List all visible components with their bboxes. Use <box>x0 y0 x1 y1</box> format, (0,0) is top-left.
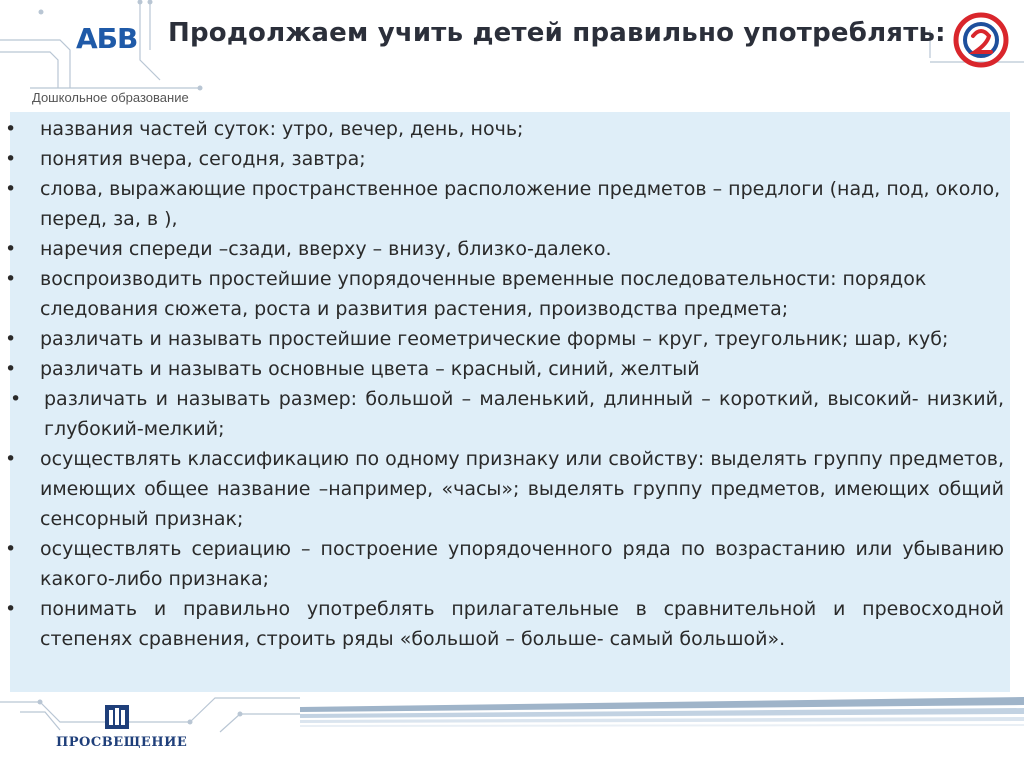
list-item-text: понятия вчера, сегодня, завтра; <box>40 148 366 170</box>
bullet-list <box>0 114 1010 654</box>
page-title: Продолжаем учить детей правильно употреблять: <box>168 18 946 48</box>
list-item <box>0 384 1010 444</box>
brand-subtitle: Дошкольное образование <box>32 90 189 105</box>
bullet-marker: • <box>5 118 17 140</box>
list-item-text: названия частей суток: утро, вечер, день, ночь; <box>40 118 524 140</box>
list-item <box>0 354 1010 384</box>
list-item <box>0 594 1010 654</box>
list-item-text: воспроизводить простейшие упорядоченные временные последовательности: порядок следования сюжета, роста и развития растения, производства предмета; <box>40 268 927 320</box>
list-item-text: осуществлять сериацию – построение упорядоченного ряда по возрастанию или убыванию какого-либо признака; <box>40 538 1004 590</box>
publisher-logo-icon <box>104 704 130 730</box>
brand-logo: АБВ <box>76 22 138 55</box>
list-item <box>0 234 1010 264</box>
list-item-text: различать и называть основные цвета – красный, синий, желтый <box>40 358 700 380</box>
list-item <box>0 444 1010 534</box>
list-item-text: осуществлять классификацию по одному признаку или свойству: выделять группу предметов, имеющих общее название –например, «часы»; выделять группу предметов, имеющих общий сенсорный признак; <box>40 448 1004 530</box>
list-item-text: слова, выражающие пространственное расположение предметов – предлоги (над, под, около, перед, за, в ), <box>40 178 1001 230</box>
bullet-marker: • <box>5 148 17 170</box>
list-item-text: различать и называть размер: большой – маленький, длинный – короткий, высокий- низкий, глубокий-мелкий; <box>44 388 1004 440</box>
publisher-name: ПРОСВЕЩЕНИЕ <box>56 735 188 750</box>
bullet-marker: • <box>5 328 17 350</box>
list-item <box>0 534 1010 594</box>
list-item <box>0 324 1010 354</box>
bullet-marker: • <box>5 178 17 200</box>
list-item <box>0 174 1010 234</box>
bullet-marker: • <box>5 448 17 470</box>
list-item <box>0 264 1010 324</box>
bullet-marker: • <box>5 538 17 560</box>
bullet-marker: • <box>5 238 17 260</box>
bullet-marker: • <box>10 388 22 410</box>
list-item-text: различать и называть простейшие геометрические формы – круг, треугольник; шар, куб; <box>40 328 949 350</box>
list-item-text: понимать и правильно употреблять прилагательные в сравнительной и превосходной степенях сравнения, строить ряды «большой – больше- самый большой». <box>40 598 1004 650</box>
list-item <box>0 144 1010 174</box>
bullet-marker: • <box>5 268 17 290</box>
list-item-text: наречия спереди –сзади, вверху – внизу, близко-далеко. <box>40 238 612 260</box>
bullet-marker: • <box>5 358 17 380</box>
list-item <box>0 114 1010 144</box>
emblem-icon <box>953 12 1009 68</box>
bullet-marker: • <box>5 598 17 620</box>
circuit-decoration-bottom <box>0 690 1024 768</box>
